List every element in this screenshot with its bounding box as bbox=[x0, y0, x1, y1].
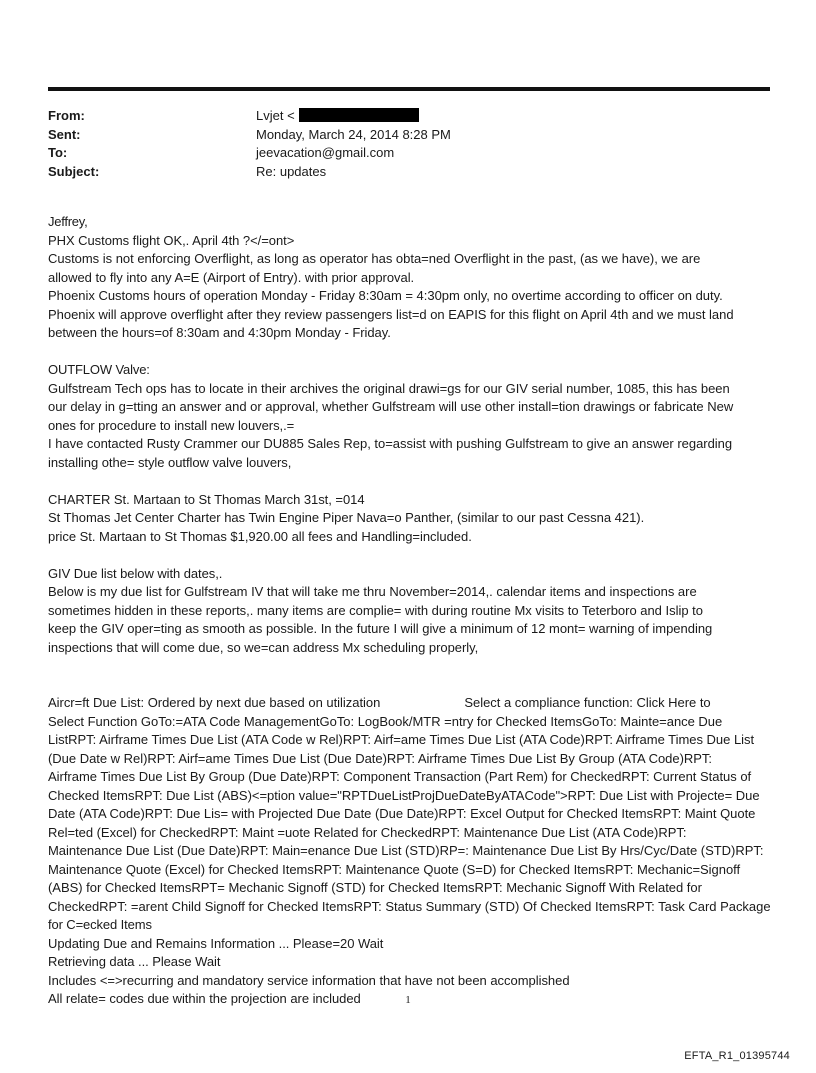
body-line: installing othe= style outflow valve louvers, bbox=[48, 454, 292, 470]
body-line: Phoenix will approve overflight after they review passengers list=d on EAPIS for this flight on April 4th and we must land bbox=[48, 306, 734, 322]
body-line: Select Function GoTo:=ATA Code ManagementGoTo: LogBook/MTR =ntry for Checked ItemsGoTo: Mainte=ance Due bbox=[48, 713, 723, 729]
email-body bbox=[48, 213, 774, 1009]
body-line: Gulfstream Tech ops has to locate in their archives the original drawi=gs for our GIV serial number, 1085, this has been bbox=[48, 380, 730, 396]
to-value: jeevacation@gmail.com bbox=[256, 145, 395, 160]
body-line: Retrieving data ... Please Wait bbox=[48, 954, 221, 969]
sent-value: Monday, March 24, 2014 8:28 PM bbox=[256, 126, 451, 142]
body-line: CHARTER St. Martaan to St Thomas March 31st, =014 bbox=[48, 491, 365, 507]
body-line: for C=ecked Items bbox=[48, 917, 152, 932]
paragraph-due-list bbox=[48, 694, 774, 1009]
body-line: Below is my due list for Gulfstream IV that will take me thru November=2014,. calendar items and inspections are bbox=[48, 584, 697, 599]
body-line: All relate= codes due within the projection are included bbox=[48, 991, 361, 1006]
document-id: EFTA_R1_01395744 bbox=[684, 1050, 790, 1062]
due-list-title: Aircr=ft Due List: Ordered by next due based on utilization bbox=[48, 695, 381, 710]
body-line: ListRPT: Airframe Times Due List (ATA Code w Rel)RPT: Airf=ame Times Due List (ATA Code)RPT: Airframe Times Due List bbox=[48, 732, 755, 747]
body-line: price St. Martaan to St Thomas $1,920.00 all fees and Handling=included. bbox=[48, 528, 472, 544]
body-line: Updating Due and Remains Information ... Please=20 Wait bbox=[48, 935, 384, 951]
body-line: CheckedRPT: =arent Child Signoff for Checked ItemsRPT: Status Summary (STD) Of Checked ItemsRPT: Task Card Package bbox=[48, 898, 771, 914]
body-line: inspections that will come due, so we=can address Mx scheduling properly, bbox=[48, 639, 479, 655]
body-line bbox=[48, 694, 774, 713]
body-line: GIV Due list below with dates,. bbox=[48, 565, 223, 581]
redaction-box bbox=[299, 108, 419, 122]
compliance-function-text: Select a compliance function: Click Here to bbox=[464, 695, 711, 710]
body-line: Maintenance Quote (Excel) for Checked ItemsRPT: Maintenance Quote (S=D) for Checked ItemsRPT: Mechanic=Signoff bbox=[48, 861, 741, 877]
body-line: St Thomas Jet Center Charter has Twin Engine Piper Nava=o Panther, (similar to our past Cessna 421). bbox=[48, 510, 645, 525]
body-line: OUTFLOW Valve: bbox=[48, 362, 150, 377]
body-line: (Due Date w Rel)RPT: Airf=ame Times Due List (Due Date)RPT: Airframe Times Due List By Group (ATA Code)RPT: bbox=[48, 750, 712, 766]
body-line: Includes <=>recurring and mandatory service information that have not been accomplished bbox=[48, 972, 570, 988]
sent-label: Sent: bbox=[48, 126, 81, 142]
page-number: 1 bbox=[405, 994, 411, 1006]
body-line: our delay in g=tting an answer and or approval, whether Gulfstream will use other install=tion drawings or fabricate New bbox=[48, 399, 734, 414]
to-row bbox=[48, 144, 451, 163]
body-line: Customs is not enforcing Overflight, as long as operator has obta=ned Overflight in the past, (as we have), we are bbox=[48, 251, 701, 266]
paragraph-due-list-intro bbox=[48, 565, 774, 658]
subject-label: Subject: bbox=[48, 163, 100, 179]
subject-value: Re: updates bbox=[256, 163, 327, 179]
body-line: ones for procedure to install new louvers,.= bbox=[48, 417, 295, 433]
body-line: Checked ItemsRPT: Due List (ABS)<=ption value="RPTDueListProjDueDateByATACode">RPT: Due List with Projecte= Due bbox=[48, 787, 760, 803]
body-line: I have contacted Rusty Crammer our DU885 Sales Rep, to=assist with pushing Gulfstream to give an answer regarding bbox=[48, 436, 733, 451]
paragraph-outflow-valve bbox=[48, 361, 774, 472]
body-line: sometimes hidden in these reports,. many items are complie= with during routine Mx visits to Teterboro and Islip to bbox=[48, 602, 703, 618]
paragraph-charter bbox=[48, 491, 774, 547]
body-line: Date (ATA Code)RPT: Due Lis= with Projected Due Date (Due Date)RPT: Excel Output for Checked ItemsRPT: Maint Quote bbox=[48, 806, 756, 821]
subject-row bbox=[48, 163, 451, 182]
from-row bbox=[48, 107, 451, 126]
header-rule bbox=[48, 87, 770, 91]
body-line: Airframe Times Due List By Group (Due Date)RPT: Component Transaction (Part Rem) for CheckedRPT: Current Status of bbox=[48, 769, 752, 784]
body-line: Phoenix Customs hours of operation Monday - Friday 8:30am = 4:30pm only, no overtime according to officer on duty. bbox=[48, 288, 723, 303]
body-line: Maintenance Due List (Due Date)RPT: Main=enance Due List (STD)RP=: Maintenance Due List By Hrs/Cyc/Date (STD)RPT: bbox=[48, 843, 764, 858]
from-value bbox=[256, 107, 419, 126]
body-line: keep the GIV oper=ting as smooth as possible. In the future I will give a minimum of 12 mont= warning of impending bbox=[48, 621, 713, 636]
sent-row bbox=[48, 126, 451, 145]
body-line: between the hours=of 8:30am and 4:30pm Monday - Friday. bbox=[48, 325, 391, 340]
body-line: (ABS) for Checked ItemsRPT= Mechanic Signoff (STD) for Checked ItemsRPT: Mechanic Signoff With Related for bbox=[48, 880, 702, 895]
from-label: From: bbox=[48, 108, 85, 123]
body-line: allowed to fly into any A=E (Airport of Entry). with prior approval. bbox=[48, 269, 415, 285]
from-name: Lvjet < bbox=[256, 108, 295, 123]
email-header bbox=[48, 107, 451, 181]
to-label: To: bbox=[48, 145, 68, 160]
body-line: Rel=ted (Excel) for CheckedRPT: Maint =uote Related for CheckedRPT: Maintenance Due List (ATA Code)RPT: bbox=[48, 824, 687, 840]
body-line: Jeffrey, bbox=[48, 214, 88, 229]
body-line: PHX Customs flight OK,. April 4th ?</=ont> bbox=[48, 232, 295, 248]
paragraph-customs bbox=[48, 213, 774, 343]
